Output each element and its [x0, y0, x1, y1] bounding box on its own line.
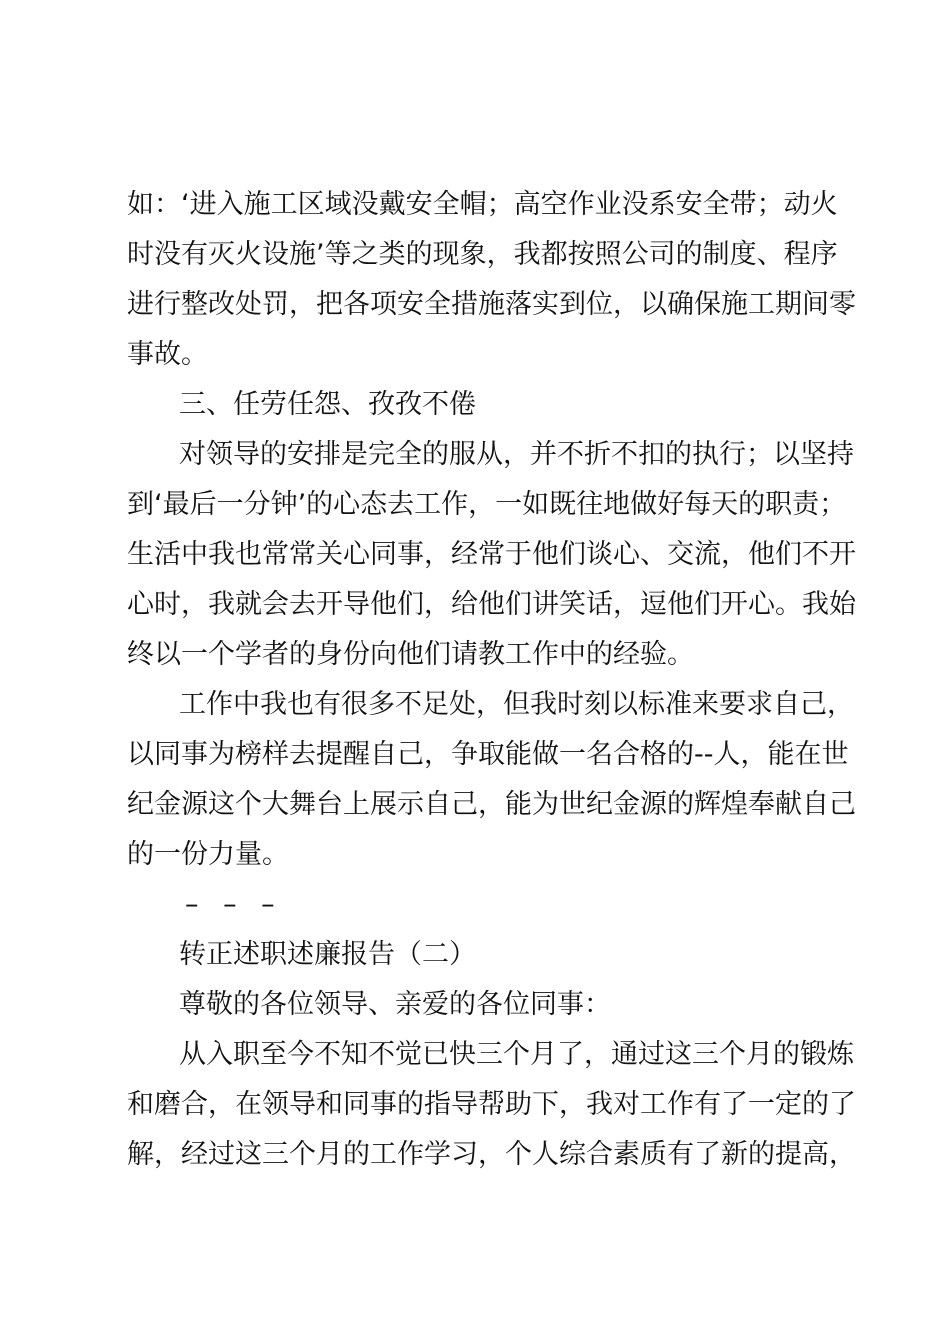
- text-line-20: 解，经过这三个月的工作学习，个人综合素质有了新的提高，: [127, 1139, 856, 1170]
- document-body: [127, 180, 856, 1180]
- section-separator: – – –: [185, 889, 283, 920]
- text-line-14: 的一份力量。: [127, 839, 289, 870]
- report-title: 转正述职述廉报告（二）: [179, 939, 476, 970]
- text-line-2: 时没有灭火设施’等之类的现象，我都按照公司的制度、程序: [127, 239, 838, 270]
- text-line-12: 以同事为榜样去提醒自己，争取能做一名合格的--人，能在世: [127, 739, 849, 770]
- section-heading-3: 三、任劳任怨、孜孜不倦: [179, 389, 476, 420]
- text-line-10: 终以一个学者的身份向他们请教工作中的经验。: [127, 639, 694, 670]
- text-line-13: 纪金源这个大舞台上展示自己，能为世纪金源的辉煌奉献自己: [127, 789, 856, 820]
- text-line-4: 事故。: [127, 339, 208, 370]
- text-line-3: 进行整改处罚，把各项安全措施落实到位，以确保施工期间零: [127, 289, 856, 320]
- salutation: 尊敬的各位领导、亲爱的各位同事：: [179, 989, 611, 1020]
- text-line-1: 如：‘进入施工区域没戴安全帽；高空作业没系安全带；动火: [127, 189, 838, 220]
- text-line-7: 到‘最后一分钟’的心态去工作，一如既往地做好每天的职责；: [127, 489, 847, 520]
- text-line-19: 和磨合，在领导和同事的指导帮助下，我对工作有了一定的了: [127, 1089, 856, 1120]
- text-line-9: 心时，我就会去开导他们，给他们讲笑话，逗他们开心。我始: [127, 589, 856, 620]
- text-line-8: 生活中我也常常关心同事，经常于他们谈心、交流，他们不开: [127, 539, 856, 570]
- text-line-18: 从入职至今不知不觉已快三个月了，通过这三个月的锻炼: [179, 1039, 854, 1070]
- text-line-11: 工作中我也有很多不足处，但我时刻以标准来要求自己，: [179, 689, 854, 720]
- text-line-6: 对领导的安排是完全的服从，并不折不扣的执行；以坚持: [179, 439, 854, 470]
